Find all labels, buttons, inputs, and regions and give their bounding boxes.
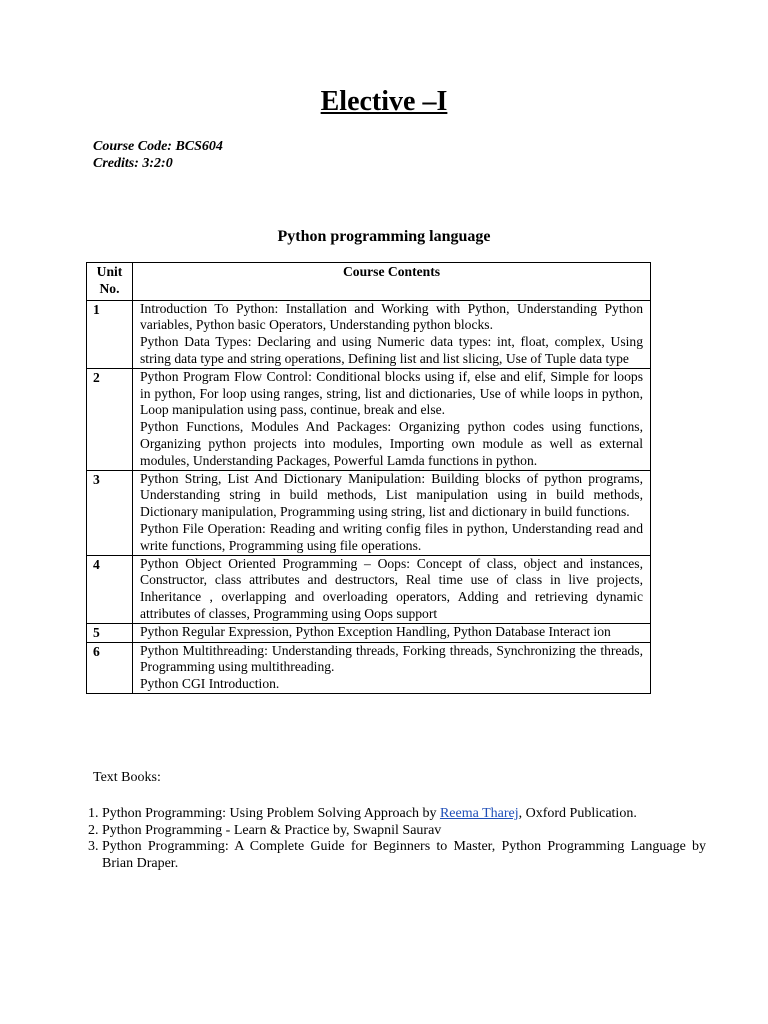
- unit-paragraph: Python Regular Expression, Python Exception Handling, Python Database Interact ion: [140, 623, 611, 639]
- unit-paragraph: Python CGI Introduction.: [140, 676, 280, 692]
- table-row: [87, 623, 651, 642]
- table-row: [87, 368, 651, 470]
- unit-contents: [133, 368, 651, 470]
- text-books-heading: Text Books:: [93, 770, 161, 785]
- table-header-row: [87, 263, 651, 301]
- unit-paragraph: Python String, List And Dictionary Manipulation: Building blocks of python programs, Understanding string in build methods, List manipulation using in build methods, Dictionary manipulation, Programming using string, list and dictionary in build functions.: [140, 470, 643, 520]
- course-meta: [93, 138, 223, 172]
- syllabus-table: [86, 262, 651, 694]
- book-title: Python Programming - Learn & Practice by, Swapnil Saurav: [102, 822, 442, 838]
- unit-number: 1: [87, 300, 133, 368]
- course-contents-header: Course Contents: [133, 263, 651, 301]
- unit-paragraph: Python Functions, Modules And Packages: Organizing python codes using functions, Organizing python projects into modules, Importing own module as well as external modules, Understanding Packages, Powerful Lamda functions in python.: [140, 419, 643, 468]
- course-code: Course Code: BCS604: [93, 139, 223, 154]
- text-books-list: [71, 806, 706, 872]
- unit-paragraph: Python File Operation: Reading and writing config files in python, Understanding read and write functions, Programming using file operations.: [140, 520, 643, 553]
- list-item: [102, 823, 706, 840]
- unit-paragraph: Python Program Flow Control: Conditional blocks using if, else and elif, Simple for loops in python, For loop using ranges, string, list and dictionaries, Use of while loops in python, Loop manipulation using pass, continue, break and else.: [140, 368, 643, 418]
- book-title: Python Programming: Using Problem Solving Approach by: [102, 806, 440, 821]
- unit-number: 6: [87, 642, 133, 693]
- table-row: [87, 555, 651, 623]
- unit-no-header: Unit No.: [87, 263, 133, 301]
- subject-title: Python programming language: [277, 228, 491, 245]
- unit-number: 3: [87, 470, 133, 555]
- table-row: [87, 642, 651, 693]
- unit-contents: [133, 555, 651, 623]
- unit-contents: [133, 470, 651, 555]
- unit-paragraph: Python Data Types: Declaring and using Numeric data types: int, float, complex, Using string data type and string operations, Defining list and list slicing, Use of Tuple data type: [140, 334, 643, 366]
- list-item: [102, 839, 706, 872]
- unit-contents: [133, 642, 651, 693]
- document-title: Elective –I: [320, 86, 448, 117]
- table-row: [87, 300, 651, 368]
- unit-number: 5: [87, 623, 133, 642]
- list-item: [102, 806, 706, 823]
- unit-number: 2: [87, 368, 133, 470]
- unit-paragraph: Introduction To Python: Installation and Working with Python, Understanding Python variables, Python basic Operators, Understanding python blocks.: [140, 300, 643, 333]
- book-publisher: , Oxford Publication.: [518, 806, 637, 821]
- book-title: Python Programming: A Complete Guide for Beginners to Master, Python Programming Language by Brian Draper.: [102, 839, 706, 871]
- unit-contents: [133, 623, 651, 642]
- unit-paragraph: Python Object Oriented Programming – Oops: Concept of class, object and instances, Constructor, class attributes and destructors, Real time use of class in live projects, Inheritance , overlapping and overloading operators, Adding and retrieving dynamic attributes of classes, Programming using Oops support: [140, 555, 643, 621]
- unit-paragraph: Python Multithreading: Understanding threads, Forking threads, Synchronizing the threads, Programming using multithreading.: [140, 642, 643, 675]
- course-credits: Credits: 3:2:0: [93, 156, 173, 171]
- table-row: [87, 470, 651, 555]
- unit-contents: [133, 300, 651, 368]
- unit-number: 4: [87, 555, 133, 623]
- author-link[interactable]: Reema Tharej: [439, 806, 519, 821]
